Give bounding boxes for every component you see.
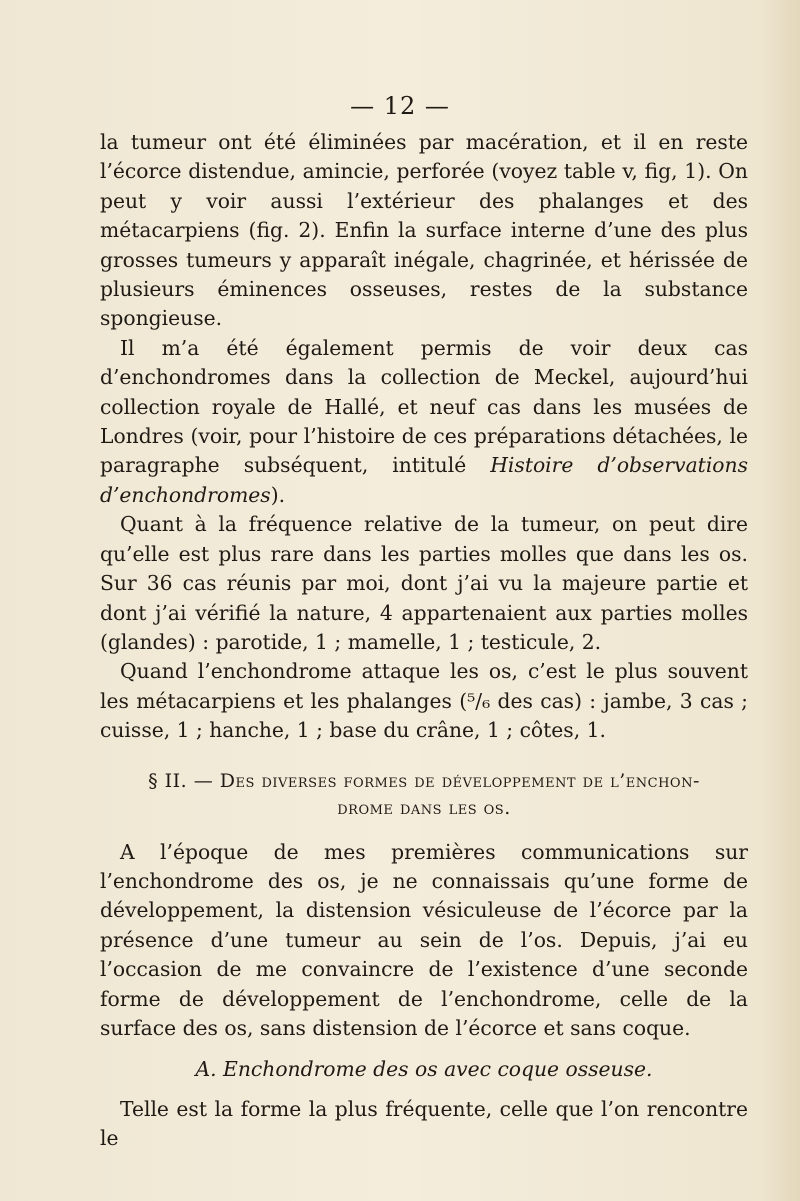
paragraph-2-italic-title: Histoire d’observations d’enchondromes (100, 453, 748, 507)
paragraph-1: la tumeur ont été éliminées par macération, et il en reste l’écorce distendue, amincie, perforée (voyez table v, fig, 1). On peut y voir aussi l’extérieur des phalanges et des métacarpiens (fig. 2). Enfin la surface interne d’une des plus grosses tumeurs y apparaît inégale, chagrinée, et hérissée de plusieurs éminences osseuses, restes de la substance spongieuse. (100, 130, 748, 331)
page-edge-shading (760, 0, 800, 1201)
body-text (100, 128, 748, 1154)
paragraph-2-start: Il m’a été également permis de voir deux cas d’enchondromes dans la collection de Meckel, aujourd’hui collection royale de Hallé, et neuf cas dans les musées de Londres (voir, pour l’histoire de ces préparations détachées, le paragraphe subséquent, intitulé (100, 335, 748, 478)
page-number: — 12 — (350, 92, 450, 120)
paragraph-2 (100, 334, 748, 510)
paragraph-2-end: ). (270, 482, 286, 507)
section-heading (100, 768, 748, 822)
section-heading-line-2: drome dans les os. (337, 796, 511, 819)
paragraph-3: Quant à la fréquence relative de la tumeur, on peut dire qu’elle est plus rare dans les parties molles que dans les os. Sur 36 cas réunis par moi, dont j’ai vu la majeure partie et dont j’ai vérifié la nature, 4 appartenaient aux parties molles (glandes) : parotide, 1 ; mamelle, 1 ; testicule, 2. (100, 512, 748, 654)
paragraph-4: Quand l’enchondrome attaque les os, c’est le plus souvent les métacarpiens et les phalanges (⁵/₆ des cas) : jambe, 3 cas ; cuisse, 1 ; hanche, 1 ; base du crâne, 1 ; côtes, 1. (100, 659, 748, 743)
paragraph-5: A l’époque de mes premières communications sur l’enchondrome des os, je ne connaissais qu’une forme de développement, la distension vésiculeuse de l’écorce par la présence d’une tumeur au sein de l’os. Depuis, j’ai eu l’occasion de me convaincre de l’existence d’une seconde forme de développement de l’enchondrome, celle de la surface des os, sans distension de l’écorce et sans coque. (100, 839, 748, 1040)
subsection-heading: A. Enchondrome des os avec coque osseuse. (195, 1057, 653, 1082)
section-heading-line-1: § II. — Des diverses formes de développement de l’enchon- (148, 769, 700, 792)
paragraph-6: Telle est la forme la plus fréquente, celle que l’on rencontre le (100, 1096, 748, 1151)
